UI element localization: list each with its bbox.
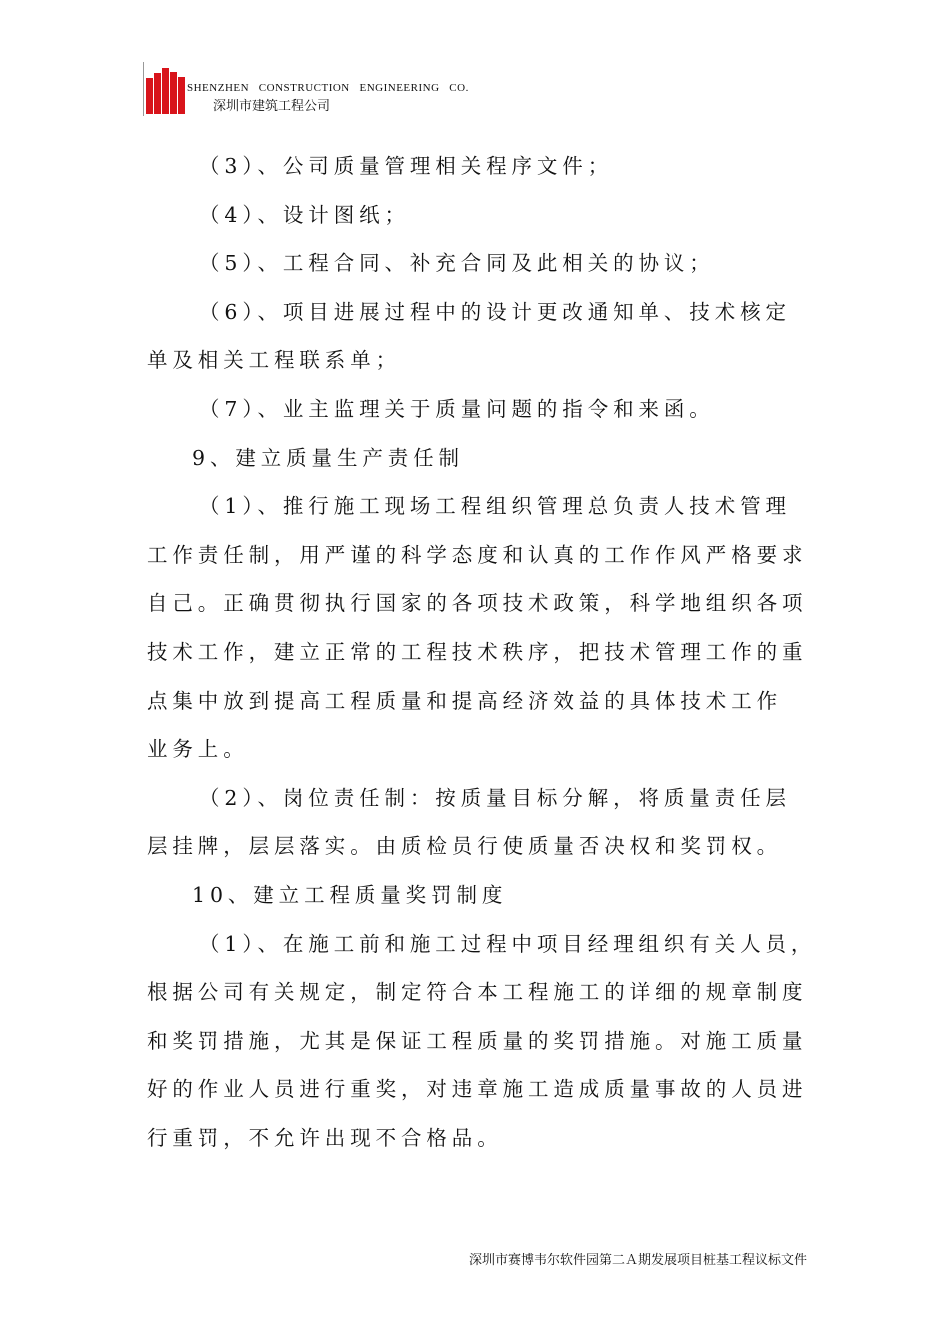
text-line: （5）、工程合同、补充合同及此相关的协议； [199, 251, 715, 276]
text-line: （3）、公司质量管理相关程序文件； [199, 154, 614, 178]
text-line: 10、建立工程质量奖罚制度 [192, 882, 508, 907]
text-line: 点集中放到提高工程质量和提高经济效益的具体技术工作 [147, 688, 782, 713]
text-line: （1）、在施工前和施工过程中项目经理组织有关人员， [199, 931, 817, 956]
text-line: 9、建立质量生产责任制 [192, 445, 464, 470]
text-line: 业务上。 [147, 737, 249, 762]
company-logo-icon [143, 62, 189, 116]
text-line: 层挂牌，层层落实。由质检员行使质量否决权和奖罚权。 [147, 834, 782, 859]
text-line: 工作责任制，用严谨的科学态度和认真的工作作风严格要求 [147, 542, 808, 567]
document-body [147, 142, 817, 1162]
text-line: 技术工作，建立正常的工程技术秩序，把技术管理工作的重 [147, 639, 808, 664]
text-line: 行重罚，不允许出现不合格品。 [147, 1125, 503, 1150]
text-line: 好的作业人员进行重奖，对违章施工造成质量事故的人员进 [147, 1077, 808, 1102]
text-line: （4）、设计图纸； [199, 202, 410, 227]
text-line: （6）、项目进展过程中的设计更改通知单、技术核定 [199, 299, 791, 324]
text-line: 自己。正确贯彻执行国家的各项技术政策，科学地组织各项 [147, 591, 808, 616]
text-line: （2）、岗位责任制：按质量目标分解，将质量责任层 [199, 785, 791, 810]
text-line: （1）、推行施工现场工程组织管理总负责人技术管理 [199, 494, 791, 519]
company-name-chinese: 深圳市建筑工程公司 [213, 99, 331, 114]
text-line: 根据公司有关规定，制定符合本工程施工的详细的规章制度 [147, 980, 808, 1005]
page-header [143, 62, 843, 118]
company-name-english: SHENZHEN CONSTRUCTION ENGINEERING CO. [187, 82, 469, 94]
page-footer: 深圳市赛博韦尔软件园第二Ａ期发展项目桩基工程议标文件 [468, 1253, 807, 1268]
text-line: 和奖罚措施，尤其是保证工程质量的奖罚措施。对施工质量 [147, 1028, 808, 1053]
text-line: 单及相关工程联系单； [147, 348, 401, 373]
text-line: （7）、业主监理关于质量问题的指令和来函。 [199, 396, 715, 421]
